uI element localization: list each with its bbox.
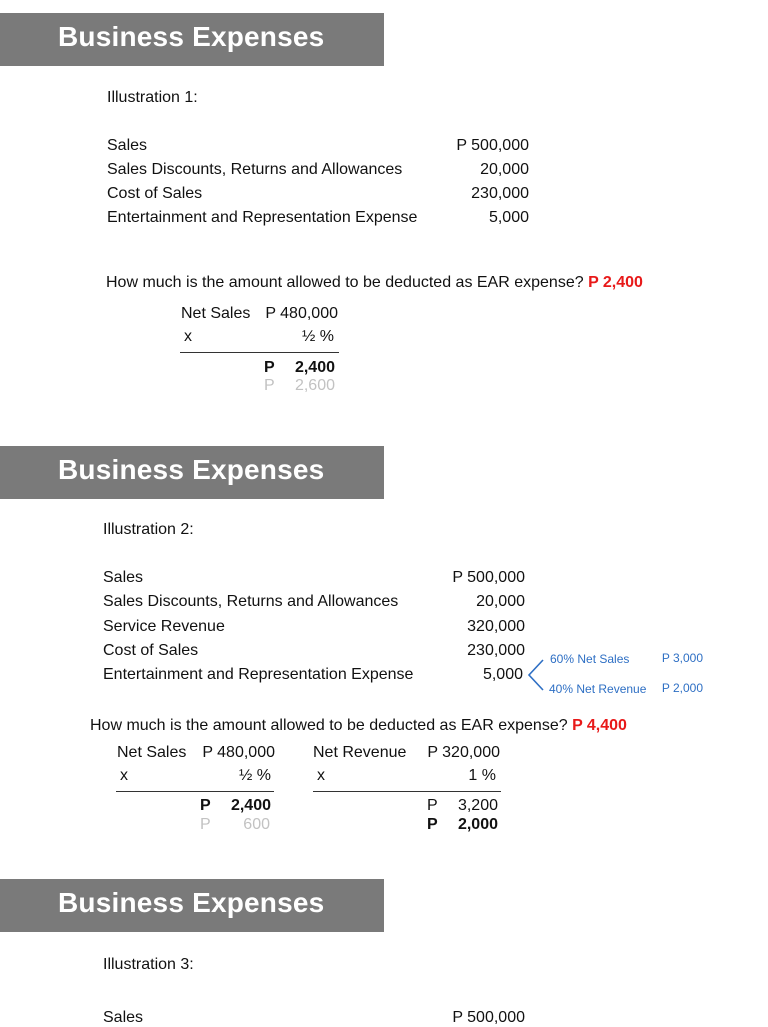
s2-row-value: 320,000 [467, 618, 525, 635]
section3-banner [0, 879, 384, 932]
section1-question [106, 274, 643, 292]
section2-question-text: How much is the amount allowed to be deducted as EAR expense? [90, 717, 568, 734]
split-label: 40% Net Revenue [549, 682, 647, 696]
split-value: P 2,000 [661, 681, 703, 695]
s1-calc-alt-p: P [264, 377, 275, 394]
s1-calc-rate: ½ % [301, 328, 334, 345]
s2-row-label: Cost of Sales [103, 642, 199, 659]
s2-left-alt: 600 [243, 816, 270, 833]
s2-right-result: 3,200 [457, 797, 498, 814]
split-value: P 3,000 [661, 651, 703, 665]
s2-left-divider [116, 791, 274, 792]
section3-illustration: Illustration 3: [103, 956, 194, 973]
s2-right-base-label: Net Revenue [313, 744, 407, 761]
split-bracket-icon [526, 658, 546, 692]
s2-right-alt: 2,000 [457, 816, 498, 833]
s1-row-value: 5,000 [488, 209, 529, 226]
s3-row-label: Sales [103, 1009, 144, 1026]
split-label: 60% Net Sales [550, 652, 630, 666]
section1-question-text: How much is the amount allowed to be deducted as EAR expense? [106, 274, 584, 291]
s2-right-base-value: P 320,000 [427, 744, 500, 761]
s2-left-alt-p: P [200, 816, 211, 833]
s2-right-result-p: P [427, 797, 438, 814]
s2-row-value: 20,000 [476, 593, 525, 610]
s2-row-label: Service Revenue [103, 618, 225, 635]
s2-right-rate: 1 % [468, 767, 496, 784]
s1-row-label: Sales [107, 137, 148, 154]
section1-title: Business Expenses [58, 21, 325, 52]
section2-question [90, 717, 627, 735]
s2-right-alt-p: P [427, 816, 438, 833]
s2-left-base-label: Net Sales [117, 744, 187, 761]
s1-row-label: Cost of Sales [107, 185, 203, 202]
s2-row-label: Sales [103, 569, 144, 586]
s1-row-label: Sales Discounts, Returns and Allowances [107, 161, 403, 178]
s1-calc-alt: 2,600 [294, 377, 335, 394]
s1-row-value: 20,000 [480, 161, 529, 178]
s2-right-x: x [317, 767, 325, 784]
s2-left-rate: ½ % [238, 767, 271, 784]
section2-illustration: Illustration 2: [103, 521, 194, 538]
s2-left-result-p: P [200, 797, 211, 814]
section2-banner [0, 446, 384, 499]
s2-right-divider [313, 791, 501, 792]
s2-row-value: P 500,000 [452, 569, 525, 586]
s2-row-label: Entertainment and Representation Expense [103, 666, 414, 683]
s2-left-x: x [120, 767, 128, 784]
s1-calc-base-label: Net Sales [181, 305, 251, 322]
s2-left-result: 2,400 [230, 797, 271, 814]
section3-title: Business Expenses [58, 887, 325, 918]
s1-calc-x: x [184, 328, 192, 345]
s2-left-base-value: P 480,000 [202, 744, 275, 761]
s2-row-label: Sales Discounts, Returns and Allowances [103, 593, 399, 610]
s1-calc-result: 2,400 [294, 359, 335, 376]
s1-row-label: Entertainment and Representation Expense [107, 209, 418, 226]
section1-illustration: Illustration 1: [107, 89, 198, 106]
s2-row-value: 5,000 [482, 666, 523, 683]
section1-banner [0, 13, 384, 66]
section1-answer: P 2,400 [588, 274, 643, 291]
s1-row-value: P 500,000 [456, 137, 529, 154]
s1-calc-divider [180, 352, 339, 353]
s3-row-value: P 500,000 [452, 1009, 525, 1026]
section2-answer: P 4,400 [572, 717, 627, 734]
s1-calc-base-value: P 480,000 [265, 305, 338, 322]
s2-row-value: 230,000 [467, 642, 525, 659]
section2-title: Business Expenses [58, 454, 325, 485]
s1-calc-result-p: P [264, 359, 275, 376]
s1-row-value: 230,000 [471, 185, 529, 202]
